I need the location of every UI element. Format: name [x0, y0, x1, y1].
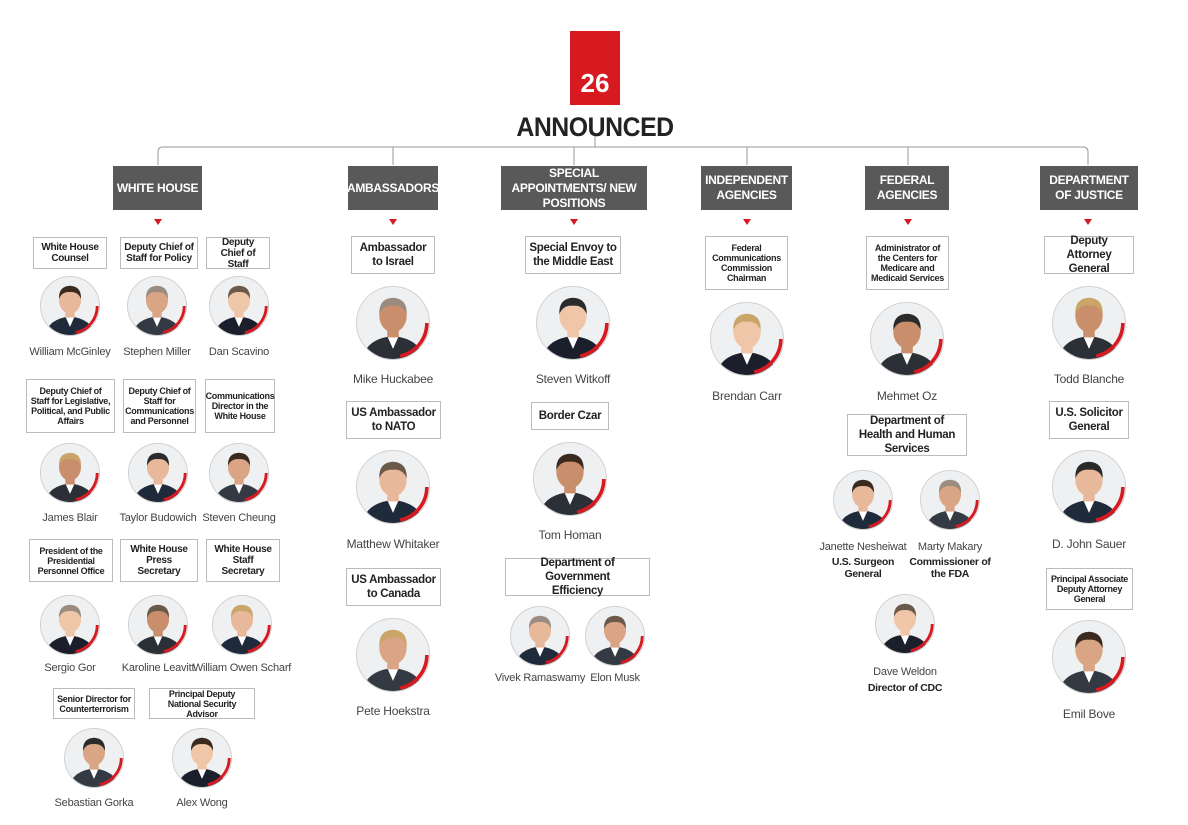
role-presidential-personnel-office: President of the Presidential Personnel Office [29, 539, 113, 582]
role-senior-director-counterterrorism: Senior Director for Counterterrorism [53, 688, 135, 719]
person-name: Sebastian Gorka [54, 797, 134, 809]
person-silhouette-icon [173, 729, 231, 787]
person-silhouette-icon [357, 451, 429, 523]
person-silhouette-icon [876, 595, 934, 653]
page-title: ANNOUNCED [516, 112, 674, 142]
person-name: William Owen Scharf [192, 662, 292, 674]
portrait-william-mcginley [40, 276, 100, 336]
portrait-tom-homan [533, 442, 607, 516]
person-silhouette-icon [129, 444, 187, 502]
arrow-down-icon [389, 219, 397, 225]
portrait-alex-wong [172, 728, 232, 788]
arrow-down-icon [1084, 219, 1092, 225]
person-name: Sergio Gor [44, 662, 96, 674]
portrait-mike-huckabee [356, 286, 430, 360]
category-independent-agencies: INDEPENDENT AGENCIES [701, 166, 792, 210]
person-name: Marty Makary [917, 541, 983, 553]
person-silhouette-icon [834, 471, 892, 529]
person-silhouette-icon [921, 471, 979, 529]
person-name: Stephen Miller [123, 346, 191, 358]
person-name: Matthew Whitaker [346, 537, 440, 551]
person-name: Tom Homan [538, 528, 602, 542]
role-press-secretary: White House Press Secretary [120, 539, 198, 582]
role-fcc-chairman: Federal Communications Commission Chairman [705, 236, 788, 290]
portrait-janette-nesheiwat [833, 470, 893, 530]
person-silhouette-icon [357, 619, 429, 691]
role-staff-secretary: White House Staff Secretary [206, 539, 280, 582]
role-ambassador-israel: Ambassador to Israel [351, 236, 435, 274]
person-silhouette-icon [537, 287, 609, 359]
portrait-james-blair [40, 443, 100, 503]
person-silhouette-icon [1053, 451, 1125, 523]
person-silhouette-icon [65, 729, 123, 787]
portrait-emil-bove [1052, 620, 1126, 694]
role-principal-deputy-nsa: Principal Deputy National Security Advisor [149, 688, 255, 719]
person-silhouette-icon [210, 444, 268, 502]
role-deputy-chief-policy: Deputy Chief of Staff for Policy [120, 237, 198, 269]
portrait-marty-makary [920, 470, 980, 530]
portrait-brendan-carr [710, 302, 784, 376]
person-silhouette-icon [586, 607, 644, 665]
role-deputy-chief-communications: Deputy Chief of Staff for Communications and Personnel [123, 379, 196, 433]
category-white-house: WHITE HOUSE [113, 166, 202, 210]
person-name: James Blair [42, 512, 98, 524]
role-white-house-counsel: White House Counsel [33, 237, 107, 269]
portrait-todd-blanche [1052, 286, 1126, 360]
role-hhs: Department of Health and Human Services [847, 414, 967, 456]
portrait-sergio-gor [40, 595, 100, 655]
person-silhouette-icon [1053, 621, 1125, 693]
person-silhouette-icon [711, 303, 783, 375]
role-deputy-chief-legislative: Deputy Chief of Staff for Legislative, Political, and Public Affairs [26, 379, 115, 433]
role-ambassador-canada: US Ambassador to Canada [346, 568, 441, 606]
portrait-steven-cheung [209, 443, 269, 503]
person-name: Taylor Budowich [119, 512, 197, 524]
role-special-envoy: Special Envoy to the Middle East [525, 236, 621, 274]
person-name: Emil Bove [1062, 707, 1116, 721]
person-name: Karoline Leavitt [121, 662, 195, 674]
person-title: Commissioner of the FDA [909, 556, 991, 580]
person-name: William McGinley [29, 346, 111, 358]
role-deputy-attorney-general: Deputy Attorney General [1044, 236, 1134, 274]
portrait-taylor-budowich [128, 443, 188, 503]
portrait-dan-scavino [209, 276, 269, 336]
person-silhouette-icon [129, 596, 187, 654]
person-silhouette-icon [871, 303, 943, 375]
person-name: Mike Huckabee [352, 372, 434, 386]
role-cms-administrator: Administrator of the Centers for Medicare and Medicaid Services [866, 236, 949, 290]
person-name: Brendan Carr [712, 389, 782, 403]
portrait-matthew-whitaker [356, 450, 430, 524]
category-special-appointments: SPECIAL APPOINTMENTS/ NEW POSITIONS [501, 166, 647, 210]
portrait-stephen-miller [127, 276, 187, 336]
role-deputy-chief-of-staff: Deputy Chief of Staff [206, 237, 270, 269]
role-ambassador-nato: US Ambassador to NATO [346, 401, 441, 439]
portrait-d-john-sauer [1052, 450, 1126, 524]
person-name: Mehmet Oz [876, 389, 938, 403]
person-silhouette-icon [41, 277, 99, 335]
person-silhouette-icon [41, 444, 99, 502]
arrow-down-icon [904, 219, 912, 225]
person-name: Alex Wong [176, 797, 228, 809]
role-solicitor-general: U.S. Solicitor General [1049, 401, 1129, 439]
role-principal-associate-deputy-ag: Principal Associate Deputy Attorney General [1046, 568, 1133, 610]
person-name: Dave Weldon [873, 666, 937, 678]
person-name: Todd Blanche [1053, 372, 1125, 386]
person-silhouette-icon [357, 287, 429, 359]
portrait-elon-musk [585, 606, 645, 666]
arrow-down-icon [154, 219, 162, 225]
portrait-vivek-ramaswamy [510, 606, 570, 666]
person-name: Dan Scavino [208, 346, 270, 358]
person-silhouette-icon [41, 596, 99, 654]
portrait-william-owen-scharf [212, 595, 272, 655]
role-border-czar: Border Czar [531, 402, 609, 430]
person-silhouette-icon [511, 607, 569, 665]
arrow-down-icon [743, 219, 751, 225]
person-silhouette-icon [128, 277, 186, 335]
portrait-dave-weldon [875, 594, 935, 654]
arrow-down-icon [570, 219, 578, 225]
person-silhouette-icon [213, 596, 271, 654]
portrait-pete-hoekstra [356, 618, 430, 692]
role-doge: Department of Government Efficiency [505, 558, 650, 596]
category-ambassadors: AMBASSADORS [348, 166, 438, 210]
person-name: D. John Sauer [1051, 537, 1127, 551]
person-silhouette-icon [1053, 287, 1125, 359]
category-federal-agencies: FEDERAL AGENCIES [865, 166, 949, 210]
person-silhouette-icon [534, 443, 606, 515]
portrait-steven-witkoff [536, 286, 610, 360]
person-title: U.S. Surgeon General [831, 556, 895, 580]
person-name: Elon Musk [590, 672, 640, 684]
person-name: Steven Cheung [202, 512, 276, 524]
role-communications-director: Communications Director in the White House [205, 379, 275, 433]
person-silhouette-icon [210, 277, 268, 335]
portrait-mehmet-oz [870, 302, 944, 376]
announced-count-badge: 26 [570, 31, 620, 105]
portrait-sebastian-gorka [64, 728, 124, 788]
person-name: Vivek Ramaswamy [494, 672, 586, 684]
person-name: Steven Witkoff [535, 372, 611, 386]
person-title: Director of CDC [867, 682, 943, 694]
portrait-karoline-leavitt [128, 595, 188, 655]
person-name: Pete Hoekstra [356, 704, 430, 718]
person-name: Janette Nesheiwat [819, 541, 907, 553]
category-department-of-justice: DEPARTMENT OF JUSTICE [1040, 166, 1138, 210]
